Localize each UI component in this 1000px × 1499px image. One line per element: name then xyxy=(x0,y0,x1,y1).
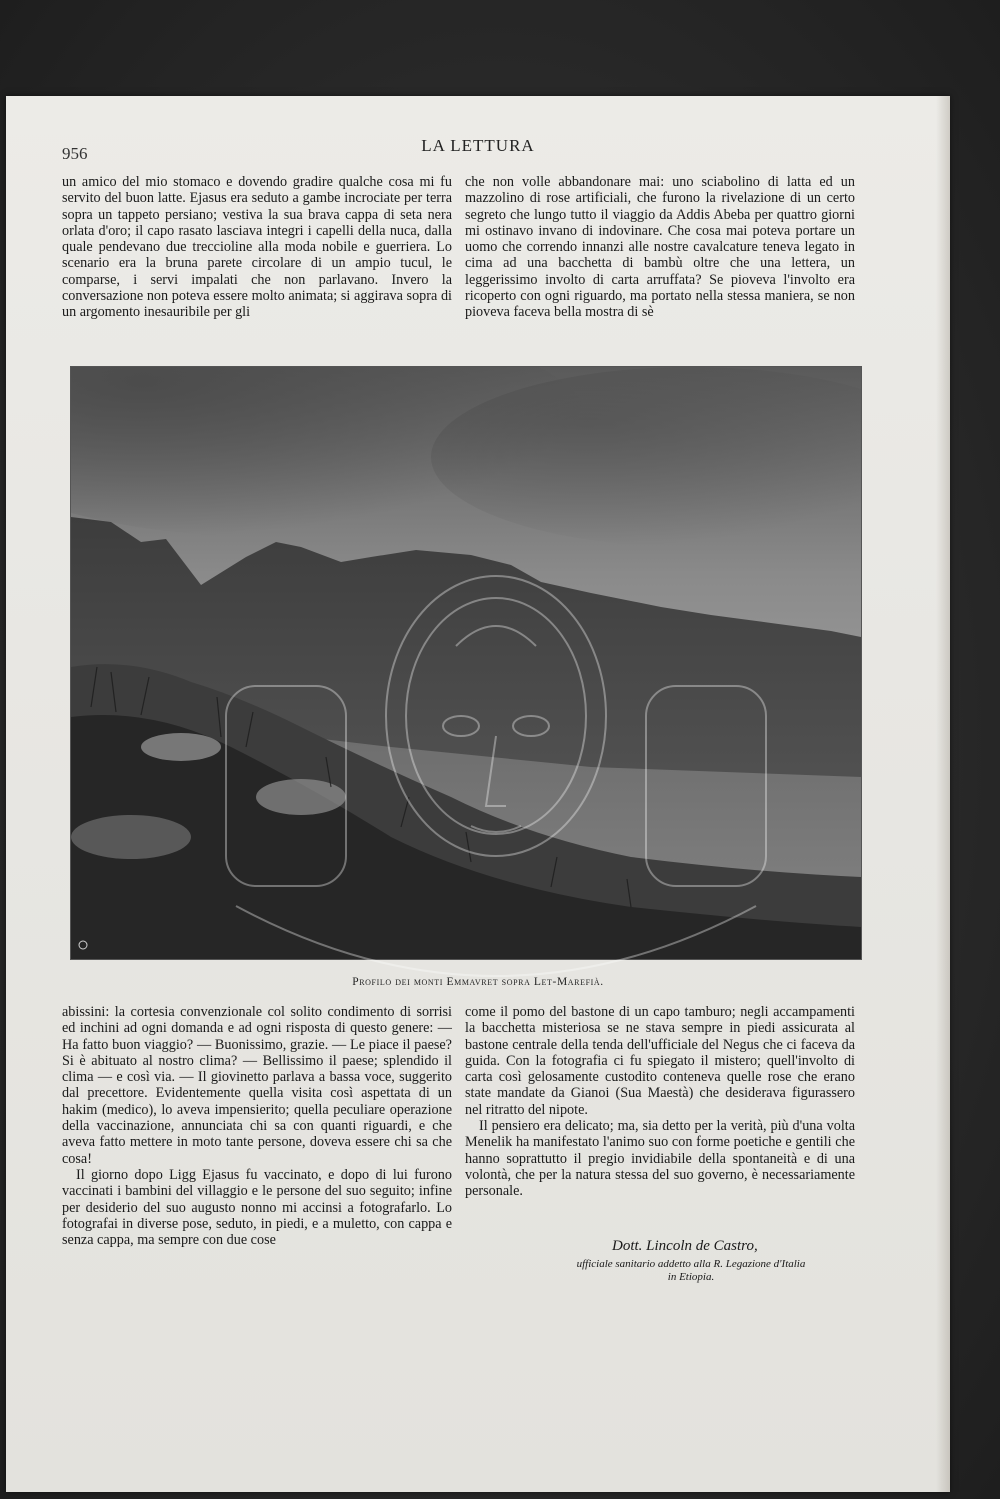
paragraph: come il pomo del bastone di un capo tamburo; negli accampamenti la bacchetta misteriosa se ne stava sempre in piedi assicurata al bastone centrale della tenda dell'ufficiale del Negus che ci faceva da guida. Con la fotografia ci fu spiegato il mistero; quell'involto di carta così gelosamente custodito conteneva quelle rose che erano state mandate da Gianoi (Sua Maestà) che desiderava figurassero nel ritratto del nipote. xyxy=(465,1004,855,1118)
magazine-page xyxy=(6,96,950,1492)
paragraph: che non volle abbandonare mai: uno sciabolino di latta ed un mazzolino di rose artificiali, che furono la rivelazione di un certo segreto che lungo tutto il viaggio da Addis Abeba per quattro giorni mi ostinavo invano di indovinare. Che cosa mai poteva portare un uomo che correndo innanzi alle nostre cavalcature teneva legato in cima ad una bacchetta di bambù oltre che una lettera, un leggerissimo involto di carta arruffata? Se pioveva l'involto era ricoperto con ogni riguardo, ma portato nella stessa maniera, se non pioveva faceva bella mostra di sè xyxy=(465,174,855,321)
page-edge xyxy=(936,96,950,1492)
page-number: 956 xyxy=(62,144,88,163)
photo-caption: Profilo dei monti Emmavret sopra Let-Marefià. xyxy=(352,976,604,988)
text-column-top-right xyxy=(465,174,855,321)
paragraph: un amico del mio stomaco e dovendo gradire qualche cosa mi fu servito del buon latte. Ejasus era seduto a gambe incrociate per terra sopra un tappeto persiano; vestiva la sua brava cappa di seta nera orlata d'oro; il capo rasato lasciava integri i capelli della nuca, dalla quale pendevano due treccioline alla moda nobile e guerriera. Lo scenario era la bruna parete circolare di un ampio tucul, le comparse, i servi impalati che non parlavano. Invero la conversazione non poteva essere molto animata; si aggirava sopra di un argomento inesauribile per gli xyxy=(62,174,452,321)
running-head: LA LETTURA xyxy=(421,136,535,155)
author-role-line: ufficiale sanitario addetto alla R. Legazione d'Italia xyxy=(576,1258,806,1270)
paragraph: abissini: la cortesia convenzionale col solito condimento di sorrisi ed inchini ad ogni domanda e ad ogni risposta di questo genere: — Ha fatto buon viaggio? — Buonissimo, grazie. — Le piace il paese? Si è abituato al nostro clima? — Bellissimo il paese; splendido il clima — e così via. — Il giovinetto parlava a bassa voce, suggerito dal precettore. Evidentemente quella visita così aspettata di un hakim (medico), lo aveva impensierito; quella peculiare operazione della vaccinazione, annunciata chi sa con quanti riguardi, e che aveva fatto mettere in moto tante persone, doveva essere chi sa che cosa! xyxy=(62,1004,452,1167)
author-signature xyxy=(526,1238,856,1284)
mountain-photo-illustration xyxy=(71,367,861,959)
text-column-bottom-left xyxy=(62,1004,452,1248)
text-column-bottom-right xyxy=(465,1004,855,1200)
author-name: Dott. Lincoln de Castro, xyxy=(612,1238,758,1254)
paragraph: Il giorno dopo Ligg Ejasus fu vaccinato, e dopo di lui furono vaccinati i bambini del villaggio e le persone del suo seguito; infine per desiderio del suo augusto nonno mi accinsi a fotografarlo. Lo fotografai in diverse pose, seduto, in piedi, e a muletto, con cappa e senza cappa, ma sempre con due cose xyxy=(62,1166,452,1249)
paragraph: Il pensiero era delicato; ma, sia detto per la verità, più d'una volta Menelik ha manifestato l'animo suo con forme poetiche e gentili che hanno soprattutto il pregio invidiabile della spontaneità e di una volontà, che per la natura stessa del suo governo, è necessariamente personale. xyxy=(465,1118,855,1200)
author-role xyxy=(526,1258,856,1284)
landscape-photo xyxy=(70,366,862,960)
author-role-line: in Etiopia. xyxy=(667,1271,715,1283)
text-column-top-left xyxy=(62,174,452,321)
